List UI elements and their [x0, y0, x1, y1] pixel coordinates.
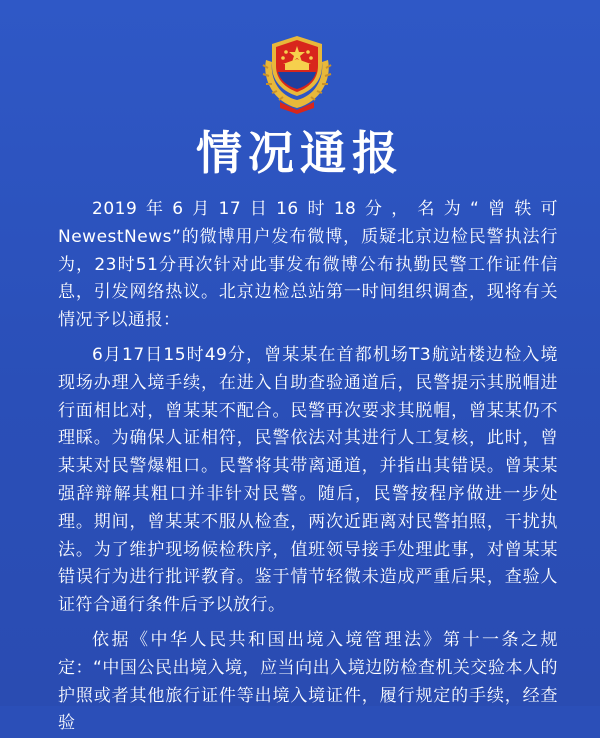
notice-title: 情况通报	[196, 126, 404, 180]
paragraph-3: 依据《中华人民共和国出境入境管理法》第十一条之规定：“中国公民出境入境，应当向出入境边防检查机关交验本人的护照或者其他旅行证件等出境入境证件，履行规定的手续，经查验	[58, 629, 558, 734]
police-emblem-icon	[252, 30, 342, 114]
paragraph-1: 2019年6月17日16时18分，名为“曾轶可NewestNews”的微博用户发布微博，质疑北京边检民警执法行为，23时51分再次针对此事发布微博公布执勤民警工作证件信息，引发网络热议。北京边检总站第一时间组织调查，现将有关情况予以通报：	[58, 199, 558, 331]
notice-body	[58, 196, 558, 738]
paragraph-2: 6月17日15时49分，曾某某在首都机场T3航站楼边检入境现场办理入境手续，在进入自助查验通道后，民警提示其脱帽进行面相比对，曾某某不配合。民警再次要求其脱帽，曾某某仍不理睬。为确保人证相符，民警依法对其进行人工复核，此时，曾某某对民警爆粗口。民警将其带离通道，并指出其错误。曾某某强辞辩解其粗口并非针对民警。随后，民警按程序做进一步处理。期间，曾某某不服从检查，两次近距离对民警拍照，干扰执法。为了维护现场候检秩序，值班领导接手处理此事，对曾某某错误行为进行批评教育。鉴于情节轻微未造成严重后果，查验人证符合通行条件后予以放行。	[58, 344, 558, 616]
